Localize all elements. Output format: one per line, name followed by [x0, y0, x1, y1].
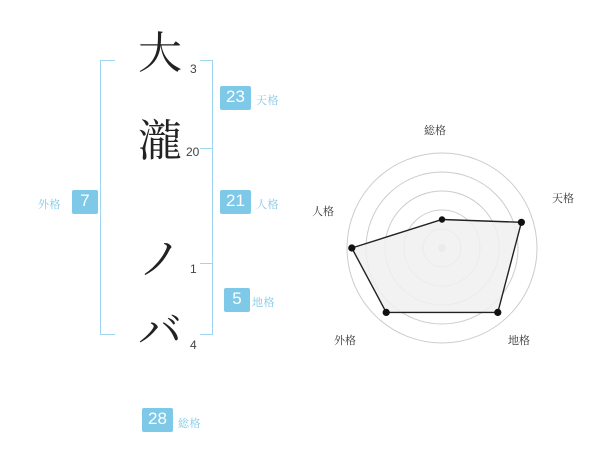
score-badge-total[interactable]: 28: [142, 408, 173, 432]
radar-label-earth: 地格: [508, 335, 530, 347]
score-label-earth: 地格: [252, 297, 275, 309]
score-badge-heaven[interactable]: 23: [220, 86, 251, 110]
earth-bracket: [200, 263, 213, 335]
outer-bracket: [100, 60, 115, 335]
score-badge-person[interactable]: 21: [220, 190, 251, 214]
radar-chart-svg: [300, 0, 600, 470]
radar-chart-panel: [300, 0, 600, 470]
score-label-person: 人格: [256, 199, 279, 211]
heaven-bracket: [200, 60, 213, 149]
score-badge-earth[interactable]: 5: [224, 288, 250, 312]
stroke-count-4: 4: [190, 338, 197, 352]
score-label-outer: 外格: [38, 199, 61, 211]
radar-label-person: 人格: [312, 206, 334, 218]
stroke-count-2: 20: [186, 145, 200, 159]
score-badge-outer[interactable]: 7: [72, 190, 98, 214]
radar-label-heaven: 天格: [552, 193, 574, 205]
score-label-heaven: 天格: [256, 95, 279, 107]
name-character-4: バ: [138, 306, 182, 357]
radar-data-polygon: [352, 220, 522, 313]
score-label-total: 総格: [178, 418, 201, 430]
radar-label-total: 総格: [424, 125, 446, 137]
name-character-3: ノ: [138, 234, 182, 285]
person-bracket: [200, 148, 213, 264]
name-character-1: 大: [138, 28, 182, 79]
stroke-count-1: 3: [190, 62, 197, 76]
stroke-count-3: 1: [190, 262, 197, 276]
name-character-2: 瀧: [138, 116, 182, 167]
radar-label-outer: 外格: [334, 335, 356, 347]
